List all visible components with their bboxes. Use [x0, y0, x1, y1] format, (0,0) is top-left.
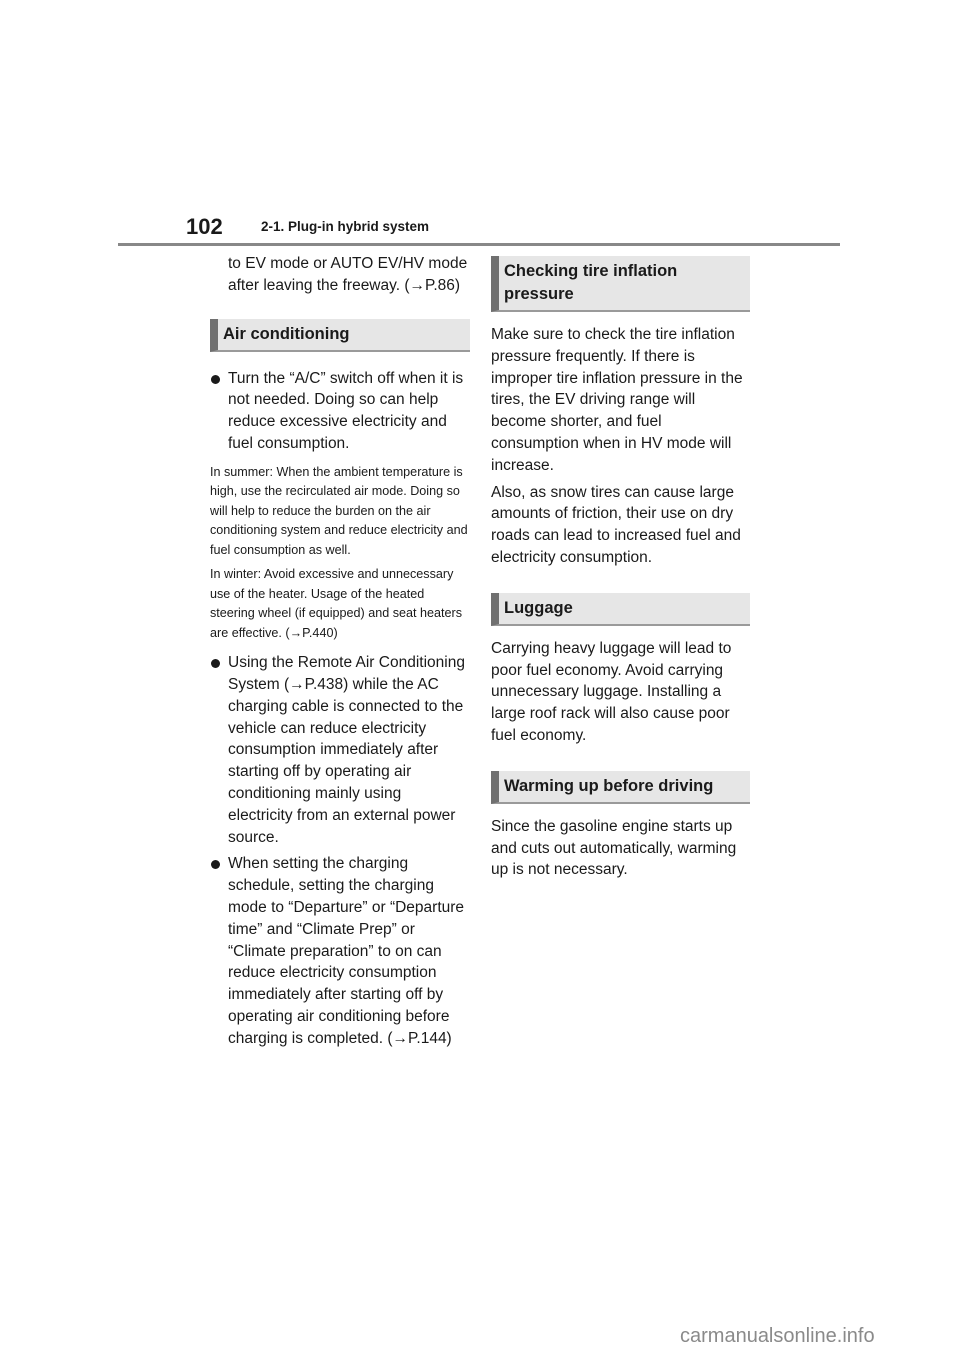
- tire-paragraph-2: Also, as snow tires can cause large amounts of friction, their use on dry roads can lead to increased fuel and electricity consumption.: [491, 483, 741, 566]
- heading-warming-up: Warming up before driving: [491, 771, 750, 804]
- continued-text: to EV mode or AUTO EV/HV mode after leaving the freeway. (→P.86): [228, 255, 468, 294]
- warming-paragraph: Since the gasoline engine starts up and cuts out automatically, warming up is not necessary.: [491, 817, 737, 879]
- section-title: 2-1. Plug-in hybrid system: [261, 219, 430, 234]
- heading-tire-pressure: Checking tire inflation pressure: [491, 256, 750, 312]
- luggage-paragraph: Carrying heavy luggage will lead to poor fuel economy. Avoid carrying unnecessary luggage. Installing a large roof rack will also cause poor fuel economy.: [491, 639, 732, 744]
- bullet-ac-switch: Turn the “A/C” switch off when it is not needed. Doing so can help reduce excessive electricity and fuel consumption.: [210, 368, 470, 455]
- watermark: carmanualsonline.info: [680, 1325, 875, 1347]
- header-rule: [118, 243, 840, 246]
- bullet-remote-ac: Using the Remote Air Conditioning System (→P.438) while the AC charging cable is connected to the vehicle can reduce electricity consumption immediately after starting off by operating air conditioning mainly using electricity from an external power source.: [210, 652, 470, 848]
- page-number: 102: [186, 214, 223, 239]
- heading-luggage: Luggage: [491, 593, 750, 626]
- bullet-charging-schedule: When setting the charging schedule, setting the charging mode to “Departure” or “Departure time” and “Climate Prep” or “Climate preparation” to on can reduce electricity consumption immediately after starting off by operating air conditioning before charging is completed. (→P.144): [210, 853, 470, 1049]
- tire-paragraph-1: Make sure to check the tire inflation pressure frequently. If there is improper tire inflation pressure in the tires, the EV driving range will become shorter, and fuel consumption when in HV mode will increase.: [491, 326, 743, 474]
- summer-note: In summer: When the ambient temperature is high, use the recirculated air mode. Doing so will help to reduce the burden on the air conditioning system and reduce electricity and fuel consumption as well.: [210, 464, 468, 557]
- heading-air-conditioning: Air conditioning: [210, 319, 470, 352]
- left-column: [210, 253, 470, 1055]
- winter-note: In winter: Avoid excessive and unnecessary use of the heater. Usage of the heated steering wheel (if equipped) and seat heaters are effective. (→P.440): [210, 567, 463, 640]
- right-column: [491, 256, 750, 886]
